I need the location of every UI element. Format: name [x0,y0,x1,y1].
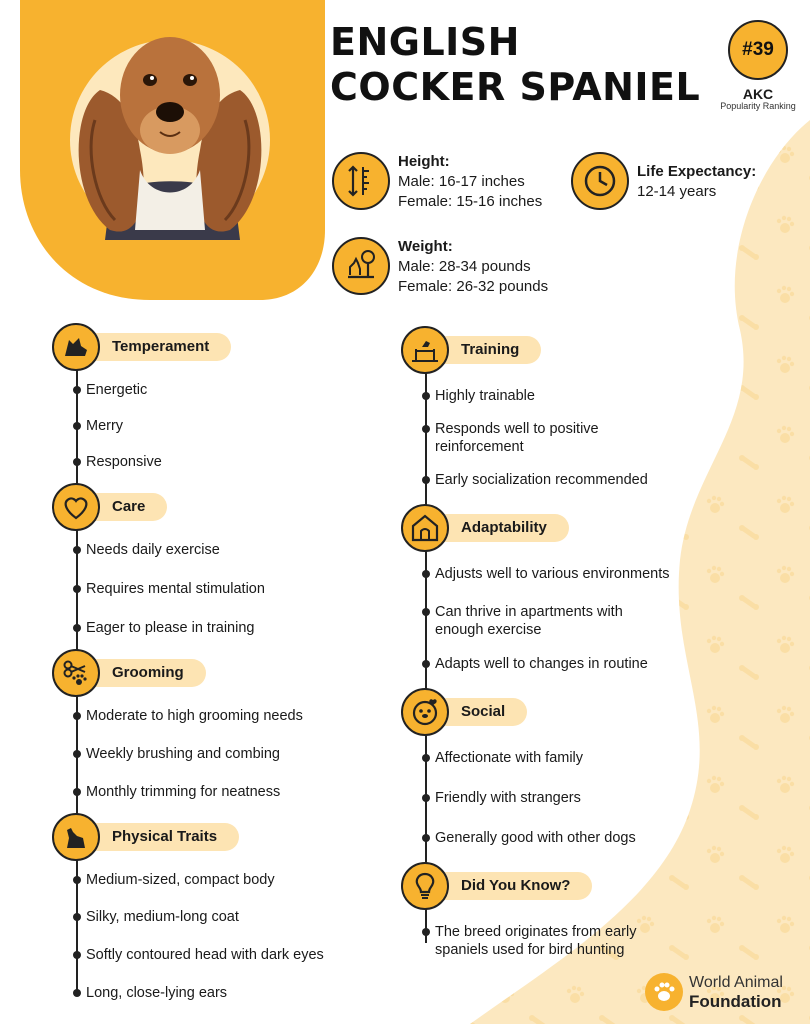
bullet-dot [73,989,81,997]
list-item: Merry [86,418,124,434]
section-title: Adaptability [429,514,569,542]
section-title: Social [429,698,527,726]
ranking-badge: #39 [728,20,788,80]
list-item: Moderate to high grooming needs [86,708,303,724]
cocker-spaniel-illustration [0,0,325,300]
list-item: Long, close-lying ears [86,985,228,1001]
dog-head-icon [52,323,100,371]
agility-dog-icon [401,326,449,374]
list-item: Adapts well to changes in routine [435,656,648,672]
list-item: Early socialization recommended [435,472,648,488]
height-stat [332,152,542,212]
bullet-dot [422,928,430,936]
list-item: Friendly with strangers [435,790,581,806]
paw-logo-icon [645,973,683,1011]
ranking-caption: Popularity Ranking [720,101,796,111]
bullet-dot [73,750,81,758]
logo-line-1: World Animal [689,974,783,991]
section-title: Did You Know? [429,872,592,900]
weight-female: Female: 26-32 pounds [398,278,549,295]
heart-hand-icon [52,483,100,531]
height-label: Height: [398,153,450,170]
title-line-2: COCKER SPANIEL [330,65,701,109]
section-title: Physical Traits [80,823,239,851]
list-item: Weekly brushing and combing [86,746,280,762]
bullet-dot [422,392,430,400]
world-animal-foundation-logo [645,973,783,1011]
list-item: Medium-sized, compact body [86,872,275,888]
bullet-dot [73,585,81,593]
bullet-dot [422,425,430,433]
bullet-dot [422,476,430,484]
weight-label: Weight: [398,238,453,255]
bullet-dot [422,570,430,578]
bullet-dot [422,608,430,616]
list-item: Needs daily exercise [86,542,220,558]
bullet-dot [73,458,81,466]
list-item: Monthly trimming for neatness [86,784,281,800]
list-item: Energetic [86,382,148,398]
right-timeline [425,353,427,943]
list-item: Eager to please in training [86,620,255,636]
list-item: Softly contoured head with dark eyes [86,947,324,963]
bullet-dot [73,913,81,921]
section-title: Grooming [80,659,206,687]
bullet-dot [422,754,430,762]
bullet-dot [73,624,81,632]
title-line-1: ENGLISH [330,20,520,64]
lightbulb-icon [401,862,449,910]
section-title: Temperament [80,333,231,361]
clock-icon [571,152,629,210]
list-item: Responsive [86,454,162,470]
bullet-dot [422,794,430,802]
logo-line-2: Foundation [689,992,782,1011]
height-female: Female: 15-16 inches [398,193,543,210]
bullet-dot [73,422,81,430]
dog-portrait [0,0,325,300]
weight-male: Male: 28-34 pounds [398,258,531,275]
life-value: 12-14 years [637,183,717,200]
list-item: Responds well to positive reinforcement [435,421,599,455]
section-title: Training [429,336,541,364]
dog-scale-icon [332,237,390,295]
sitting-dog-icon [52,813,100,861]
ranking-org: AKC [742,86,774,102]
bullet-dot [422,660,430,668]
bullet-dot [73,876,81,884]
list-item: Requires mental stimulation [86,581,265,597]
bullet-dot [73,546,81,554]
dog-house-icon [401,504,449,552]
section-title: Care [80,493,167,521]
dog-heart-icon [401,688,449,736]
life-expectancy-stat [571,152,756,210]
list-item: Affectionate with family [435,750,584,766]
bullet-dot [73,951,81,959]
list-item: Adjusts well to various environments [435,566,670,582]
weight-stat [332,237,548,297]
list-item: The breed originates from early spaniels used for bird hunting [435,924,637,958]
list-item: Silky, medium-long coat [86,909,239,925]
list-item: Can thrive in apartments with enough exercise [435,604,623,638]
bullet-dot [73,712,81,720]
life-label: Life Expectancy: [637,163,757,180]
scissors-paw-icon [52,649,100,697]
page-title [330,20,700,110]
bullet-dot [73,386,81,394]
ruler-arrows-icon [332,152,390,210]
bullet-dot [73,788,81,796]
list-item: Generally good with other dogs [435,830,636,846]
bullet-dot [422,834,430,842]
height-male: Male: 16-17 inches [398,173,525,190]
list-item: Highly trainable [435,388,535,404]
